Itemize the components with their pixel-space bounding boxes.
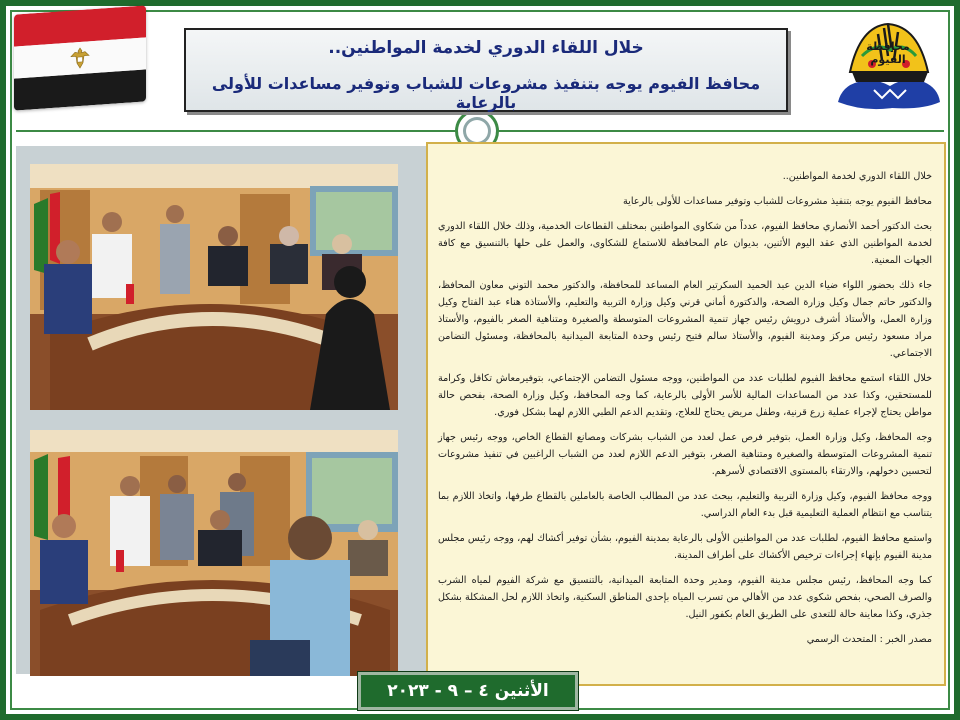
article-paragraph: كما وجه المحافظ، رئيس مجلس مدينة الفيوم، ومدير وحدة المتابعة الميدانية، بالتنسيق مع شركة الفيوم لمياه الشرب والصرف الصحي، بفحص شكوى عدد من الأهالي من تسرب المياه بإحدى المناطق السكنية، واتخاذ اللازم لحل المشكلة بشكل جذري، وكذا معاينة حالة للتعدى على الطريق العام بكفور النيل. — [438, 575, 932, 620]
article-text-panel — [426, 142, 946, 686]
meeting-photo-2 — [30, 430, 398, 676]
meeting-photo-1 — [30, 164, 398, 410]
headline-line-1: خلال اللقاء الدوري لخدمة المواطنين.. — [328, 38, 644, 58]
article-paragraph: جاء ذلك بحضور اللواء ضياء الدين عبد الحميد السكرتير العام المساعد للمحافظة، والدكتور محمد التوني معاون المحافظ، والدكتور حاتم جمال وكيل وزارة الصحة، والدكتورة أماني قرني وكيل وزارة التربية والتعليم، والأستاذة هناء عبد الفتاح وكيل وزارة العمل، والأستاذ أشرف درويش رئيس جهاز تنمية المشروعات المتوسطة والصغيرة ومتناهية الصغر بالفيوم، والأستاذ مراد مسعود رئيس مركز ومدينة الفيوم، والأستاذ سالم فتيح رئيس وحدة المتابعة الميدانية بالمحافظة، ومسئول التضامن الاجتماعي. — [438, 280, 932, 359]
article-paragraph: بحث الدكتور أحمد الأنصاري محافظ الفيوم، عدداً من شكاوى المواطنين بمختلف القطاعات الخدمية، وذلك خلال اللقاء الدوري لخدمة المواطنين الذي عقد اليوم الأثنين، بديوان عام المحافظة للاستماع للشكاوى، والعمل على حلها بالتنسيق مع كافة الجهات المعنية. — [438, 221, 932, 266]
fayoum-governorate-logo-icon — [832, 16, 944, 116]
article-paragraph: وجه المحافظ، وكيل وزارة العمل، بتوفير فرص عمل لعدد من الشباب بشركات ومصانع القطاع الخاص، ووجه رئيس جهاز تنمية المشروعات المتوسطة والصغيرة ومتناهية الصغر، بتوفير الدعم اللازم لعدد من الشباب الراغبين في تنفيذ مشروعات لتحسين دخولهم، والارتقاء بالمستوى الاقتصادي لأسرهم. — [438, 432, 932, 477]
article-source: مصدر الخبر : المتحدث الرسمي — [806, 634, 932, 645]
article-paragraph: خلال اللقاء استمع محافظ الفيوم لطلبات عدد من المواطنين، ووجه مسئول التضامن الإجتماعي، بتوفيرمعاش تكافل وكرامة للمستحقين، وكذا عدد من المساعدات المالية للأسر الأولى بالرعاية، كما وجه المحافظ، وكيل وزارة الصحة، بفحص حالة مواطن يحتاج لإجراء عملية زرع قرنية، وطفل مريض يحتاج للعلاج، وتقديم الدعم الطبي اللازم لهما بشكل فوري. — [438, 373, 932, 418]
eagle-emblem-icon — [70, 46, 90, 69]
logo-text: محافظة الفيوم — [866, 40, 910, 66]
article-paragraph: محافظ الفيوم يوجه بتنفيذ مشروعات للشباب وتوفير مساعدات للأولى بالرعاية — [623, 196, 932, 207]
article-paragraph: ووجه محافظ الفيوم، وكيل وزارة التربية والتعليم، ببحث عدد من المطالب الخاصة بالعاملين بالقطاع طرفها، واتخاذ اللازم بما يتناسب مع انتظام العملية التعليمية قبل بدء العام الدراسي. — [438, 491, 932, 519]
article-paragraph: واستمع محافظ الفيوم، لطلبات عدد من المواطنين الأولى بالرعاية بمدينة الفيوم، بشأن توفير أكشاك لهم، ووجه رئيس مجلس مدينة الفيوم بإنهاء إجراءات ترخيص الأكشاك على أطراف المدينة. — [438, 533, 932, 561]
headline-box — [184, 28, 788, 112]
headline-line-2: محافظ الفيوم يوجه بتنفيذ مشروعات للشباب وتوفير مساعدات للأولى بالرعاية — [211, 74, 761, 112]
egypt-flag-icon — [14, 5, 146, 110]
photo-panel — [16, 146, 426, 674]
article-paragraph: خلال اللقاء الدوري لخدمة المواطنين.. — [782, 171, 932, 182]
date-banner: الأثنين ٤ – ٩ - ٢٠٢٣ — [358, 672, 578, 710]
